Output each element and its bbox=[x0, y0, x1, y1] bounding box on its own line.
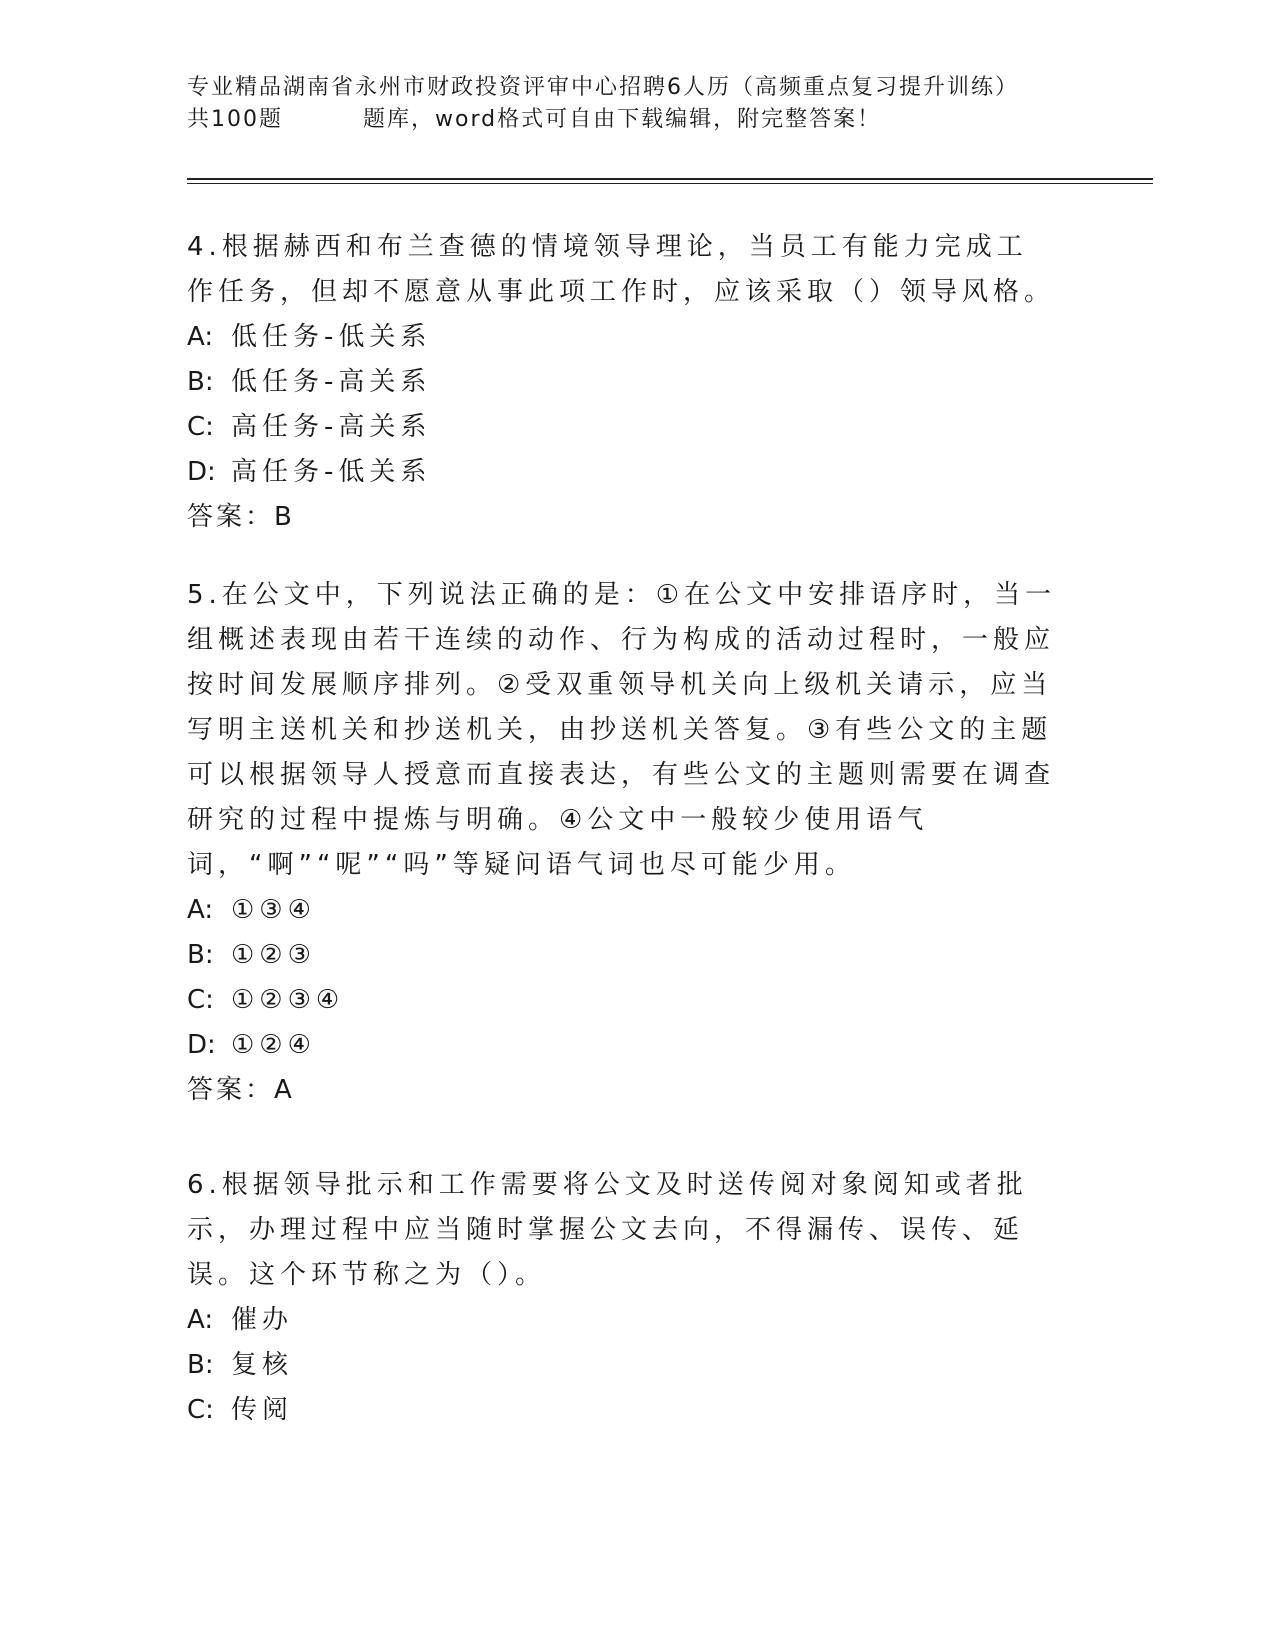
option-text: 复核 bbox=[231, 1350, 294, 1380]
option-a bbox=[187, 1298, 1057, 1343]
option-c bbox=[187, 405, 1057, 450]
option-key: C: bbox=[187, 412, 214, 442]
option-key: B: bbox=[187, 1350, 214, 1380]
option-key: C: bbox=[187, 985, 214, 1015]
option-text: ①③④ bbox=[231, 895, 316, 925]
option-text: ①②③ bbox=[231, 940, 316, 970]
answer-label: 答案：A bbox=[187, 1075, 295, 1105]
option-text: 传阅 bbox=[231, 1395, 294, 1425]
option-text: 高任务-低关系 bbox=[231, 457, 432, 487]
header-subtitle bbox=[187, 104, 1067, 136]
option-key: C: bbox=[187, 1395, 214, 1425]
document-header bbox=[187, 72, 1067, 136]
answer-label: 答案：B bbox=[187, 502, 295, 532]
header-count: 共100题 bbox=[187, 107, 283, 132]
option-text: 低任务-低关系 bbox=[231, 322, 432, 352]
option-d bbox=[187, 1023, 1057, 1068]
option-b bbox=[187, 1343, 1057, 1388]
question-5 bbox=[187, 573, 1057, 1113]
option-key: D: bbox=[187, 1030, 216, 1060]
option-c bbox=[187, 978, 1057, 1023]
header-title: 专业精品湖南省永州市财政投资评审中心招聘6人历（高频重点复习提升训练） bbox=[187, 75, 1019, 100]
option-text: ①②④ bbox=[231, 1030, 316, 1060]
option-a bbox=[187, 315, 1057, 360]
option-c bbox=[187, 1388, 1057, 1433]
question-stem: 6.根据领导批示和工作需要将公文及时送传阅对象阅知或者批示，办理过程中应当随时掌握公文去向，不得漏传、误传、延误。这个环节称之为（）。 bbox=[187, 1170, 1028, 1290]
option-a bbox=[187, 888, 1057, 933]
question-stem: 4.根据赫西和布兰查德的情境领导理论，当员工有能力完成工作任务，但却不愿意从事此项工作时，应该采取（）领导风格。 bbox=[187, 232, 1056, 307]
option-text: ①②③④ bbox=[231, 985, 345, 1015]
question-6 bbox=[187, 1163, 1057, 1433]
option-key: A: bbox=[187, 322, 214, 352]
option-key: A: bbox=[187, 1305, 214, 1335]
option-key: A: bbox=[187, 895, 214, 925]
option-d bbox=[187, 450, 1057, 495]
header-description: 题库，word格式可自由下载编辑，附完整答案！ bbox=[363, 107, 882, 132]
option-b bbox=[187, 360, 1057, 405]
question-stem: 5.在公文中，下列说法正确的是：①在公文中安排语序时，当一组概述表现由若干连续的动作、行为构成的活动过程时，一般应按时间发展顺序排列。②受双重领导机关向上级机关请示，应当写明主送机关和抄送机关，由抄送机关答复。③有些公文的主题可以根据领导人授意而直接表达，有些公文的主题则需要在调查研究的过程中提炼与明确。④公文中一般较少使用语气词，“啊”“呢”“吗”等疑问语气词也尽可能少用。 bbox=[187, 580, 1057, 880]
option-key: B: bbox=[187, 940, 214, 970]
option-text: 低任务-高关系 bbox=[231, 367, 432, 397]
option-key: D: bbox=[187, 457, 216, 487]
header-divider-thick bbox=[187, 178, 1153, 180]
option-text: 催办 bbox=[231, 1305, 294, 1335]
option-key: B: bbox=[187, 367, 214, 397]
header-divider-thin bbox=[187, 183, 1153, 184]
option-b bbox=[187, 933, 1057, 978]
option-text: 高任务-高关系 bbox=[231, 412, 432, 442]
question-4 bbox=[187, 225, 1057, 540]
